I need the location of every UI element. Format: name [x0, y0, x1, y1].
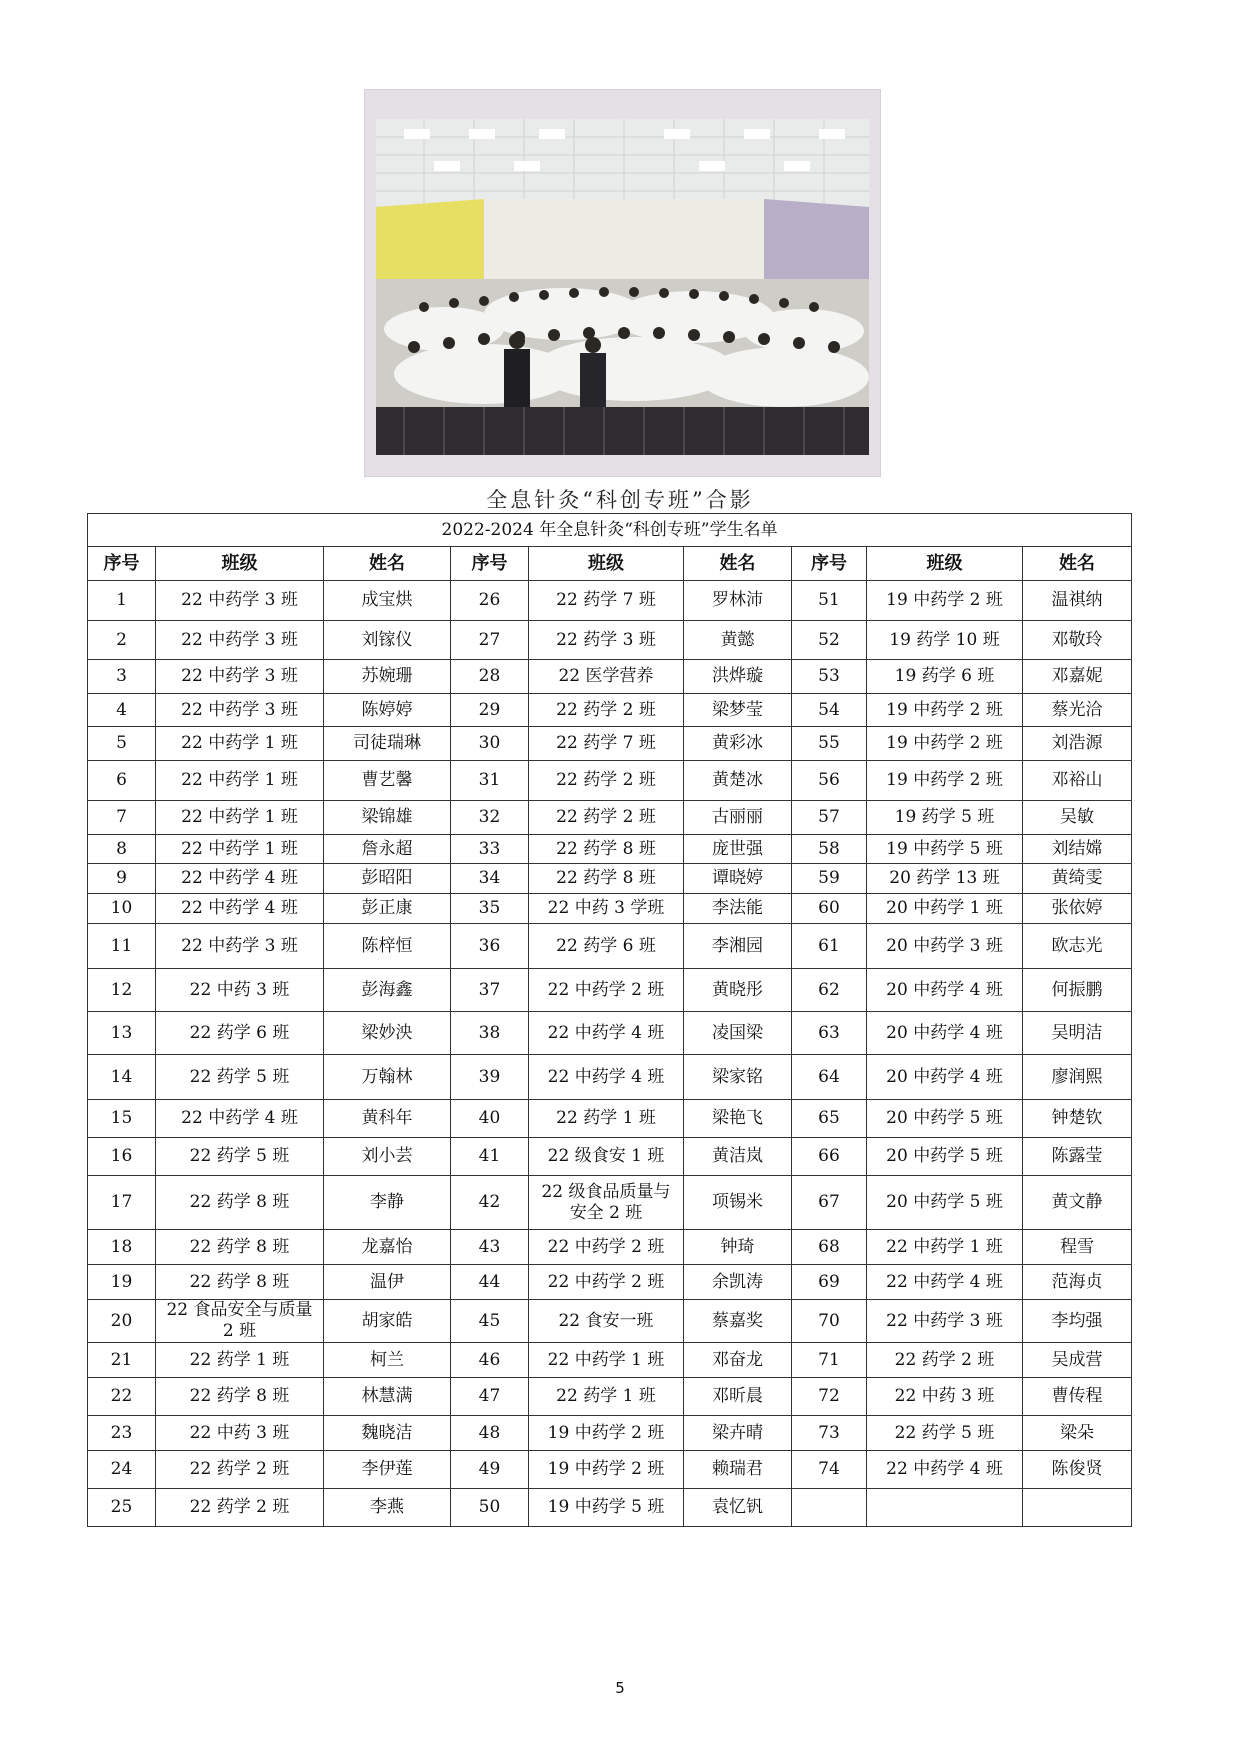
- table-row: [88, 694, 1132, 727]
- table-cell: 12: [88, 969, 156, 1012]
- table-cell: 李法能: [684, 894, 792, 924]
- table-cell: 22 中药 3 班: [156, 969, 324, 1012]
- table-cell: 49: [451, 1451, 529, 1489]
- page-number: 5: [615, 1679, 625, 1697]
- table-cell: 25: [88, 1489, 156, 1527]
- table-cell: 19 中药学 2 班: [867, 761, 1023, 801]
- table-cell: 梁梦莹: [684, 694, 792, 727]
- table-cell: 71: [792, 1343, 867, 1378]
- table-cell: 22 中药学 1 班: [156, 761, 324, 801]
- table-cell: 19 中药学 2 班: [867, 727, 1023, 761]
- table-cell: 谭晓婷: [684, 864, 792, 894]
- table-body: [88, 581, 1132, 1527]
- table-cell: 22 中药学 4 班: [156, 1100, 324, 1138]
- table-cell: 1: [88, 581, 156, 621]
- table-cell: 19 药学 6 班: [867, 660, 1023, 694]
- table-cell: 22 药学 2 班: [867, 1343, 1023, 1378]
- table-cell: 吴敏: [1023, 801, 1132, 835]
- table-cell: 20 中药学 5 班: [867, 1138, 1023, 1176]
- table-cell: 22 中药学 4 班: [867, 1265, 1023, 1300]
- table-cell: 袁忆钒: [684, 1489, 792, 1527]
- table-cell: 梁妙泱: [324, 1012, 451, 1055]
- group-photo: [364, 89, 881, 477]
- table-cell: 17: [88, 1176, 156, 1230]
- table-cell: 53: [792, 660, 867, 694]
- table-cell: 52: [792, 621, 867, 660]
- table-cell: 刘小芸: [324, 1138, 451, 1176]
- table-cell: 廖润熙: [1023, 1055, 1132, 1100]
- table-cell: 欧志光: [1023, 924, 1132, 969]
- table-cell: 詹永超: [324, 835, 451, 864]
- table-cell: 陈婷婷: [324, 694, 451, 727]
- table-row: [88, 894, 1132, 924]
- table-cell: 72: [792, 1378, 867, 1416]
- table-cell: 51: [792, 581, 867, 621]
- table-cell: 张依婷: [1023, 894, 1132, 924]
- table-cell: 20: [88, 1300, 156, 1343]
- table-cell: 刘浩源: [1023, 727, 1132, 761]
- table-cell: 邓奋龙: [684, 1343, 792, 1378]
- table-row: [88, 1265, 1132, 1300]
- table-cell: 柯兰: [324, 1343, 451, 1378]
- table-cell: 43: [451, 1230, 529, 1265]
- table-row: [88, 727, 1132, 761]
- table-row: [88, 581, 1132, 621]
- table-cell: 55: [792, 727, 867, 761]
- table-cell: 古丽丽: [684, 801, 792, 835]
- table-cell: 22 药学 2 班: [529, 761, 684, 801]
- table-cell: 司徒瑞琳: [324, 727, 451, 761]
- table-cell: 62: [792, 969, 867, 1012]
- table-cell: 22 药学 8 班: [529, 835, 684, 864]
- table-cell: 吴明洁: [1023, 1012, 1132, 1055]
- table-cell: 彭昭阳: [324, 864, 451, 894]
- table-cell: 22 药学 1 班: [156, 1343, 324, 1378]
- column-header: 序号: [451, 547, 529, 581]
- table-cell: 63: [792, 1012, 867, 1055]
- table-row: [88, 660, 1132, 694]
- table-cell: 20 中药学 4 班: [867, 1055, 1023, 1100]
- table-cell: 22 药学 2 班: [156, 1489, 324, 1527]
- table-cell: 22 药学 2 班: [529, 801, 684, 835]
- table-cell: 刘镓仪: [324, 621, 451, 660]
- table-cell: 30: [451, 727, 529, 761]
- table-cell: 38: [451, 1012, 529, 1055]
- table-cell: 梁艳飞: [684, 1100, 792, 1138]
- table-cell: 蔡嘉奖: [684, 1300, 792, 1343]
- table-cell: 37: [451, 969, 529, 1012]
- column-header: 姓名: [1023, 547, 1132, 581]
- table-cell: 58: [792, 835, 867, 864]
- table-cell: 36: [451, 924, 529, 969]
- table-cell: 7: [88, 801, 156, 835]
- table-cell: 梁家铭: [684, 1055, 792, 1100]
- table-cell: 黄文静: [1023, 1176, 1132, 1230]
- table-row: [88, 1489, 1132, 1527]
- table-cell: 22 中药学 3 班: [156, 660, 324, 694]
- table-row: [88, 1230, 1132, 1265]
- table-cell: 22 中药学 1 班: [156, 835, 324, 864]
- table-cell: 蔡光洽: [1023, 694, 1132, 727]
- table-cell: 59: [792, 864, 867, 894]
- column-header: 姓名: [324, 547, 451, 581]
- table-cell: 31: [451, 761, 529, 801]
- table-cell: 22 中药学 4 班: [156, 864, 324, 894]
- table-cell: 9: [88, 864, 156, 894]
- table-cell: 22 药学 5 班: [867, 1416, 1023, 1451]
- table-cell: 6: [88, 761, 156, 801]
- table-cell: 李伊莲: [324, 1451, 451, 1489]
- column-header: 班级: [867, 547, 1023, 581]
- table-cell: 邓嘉妮: [1023, 660, 1132, 694]
- table-cell: 22 药学 8 班: [529, 864, 684, 894]
- table-cell: 22 药学 3 班: [529, 621, 684, 660]
- table-cell: 22 中药学 2 班: [529, 1230, 684, 1265]
- table-cell: 黄绮雯: [1023, 864, 1132, 894]
- table-cell: 曹传程: [1023, 1378, 1132, 1416]
- table-cell: 19 中药学 2 班: [529, 1451, 684, 1489]
- table-cell: 8: [88, 835, 156, 864]
- table-cell: 22 中药 3 班: [156, 1416, 324, 1451]
- table-cell: 41: [451, 1138, 529, 1176]
- table-cell: 42: [451, 1176, 529, 1230]
- table-cell: 23: [88, 1416, 156, 1451]
- table-cell: 19 中药学 2 班: [867, 694, 1023, 727]
- table-cell: 洪烨璇: [684, 660, 792, 694]
- table-row: [88, 1100, 1132, 1138]
- table-cell: [1023, 1489, 1132, 1527]
- table-row: [88, 1416, 1132, 1451]
- table-title-row: [88, 514, 1132, 547]
- table-cell: 22 中药学 4 班: [529, 1055, 684, 1100]
- table-cell: 47: [451, 1378, 529, 1416]
- column-header: 姓名: [684, 547, 792, 581]
- table-cell: 74: [792, 1451, 867, 1489]
- table-cell: 黄懿: [684, 621, 792, 660]
- table-cell: 项锡米: [684, 1176, 792, 1230]
- group-photo-illustration: [364, 89, 881, 477]
- table-cell: 44: [451, 1265, 529, 1300]
- table-cell: 22 药学 5 班: [156, 1138, 324, 1176]
- table-cell: 22 中药学 1 班: [529, 1343, 684, 1378]
- table-cell: 22 药学 2 班: [156, 1451, 324, 1489]
- table-row: [88, 1138, 1132, 1176]
- table-cell: 13: [88, 1012, 156, 1055]
- table-cell: 22 药学 1 班: [529, 1100, 684, 1138]
- table-cell: 22 药学 7 班: [529, 581, 684, 621]
- table-cell: 黄彩冰: [684, 727, 792, 761]
- table-cell: 22 药学 5 班: [156, 1055, 324, 1100]
- table-row: [88, 864, 1132, 894]
- table-cell: 22 药学 6 班: [529, 924, 684, 969]
- table-cell: 22 药学 8 班: [156, 1265, 324, 1300]
- table-cell: 22 中药学 2 班: [529, 1265, 684, 1300]
- table-cell: 29: [451, 694, 529, 727]
- table-cell: 赖瑞君: [684, 1451, 792, 1489]
- table-cell: 34: [451, 864, 529, 894]
- table-cell: 钟楚钦: [1023, 1100, 1132, 1138]
- table-cell: 64: [792, 1055, 867, 1100]
- table-cell: 22 中药学 1 班: [156, 727, 324, 761]
- table-cell: 范海贞: [1023, 1265, 1132, 1300]
- table-cell: 19 中药学 2 班: [529, 1416, 684, 1451]
- table-cell: 19 中药学 2 班: [867, 581, 1023, 621]
- table-cell: 39: [451, 1055, 529, 1100]
- table-cell: 梁锦雄: [324, 801, 451, 835]
- table-cell: 黄楚冰: [684, 761, 792, 801]
- table-cell: 20 中药学 4 班: [867, 969, 1023, 1012]
- table-cell: 温祺纳: [1023, 581, 1132, 621]
- table-cell: 22 中药 3 学班: [529, 894, 684, 924]
- table-cell: 26: [451, 581, 529, 621]
- table-cell: 46: [451, 1343, 529, 1378]
- table-cell: 庞世强: [684, 835, 792, 864]
- table-row: [88, 835, 1132, 864]
- table-cell: 梁卉晴: [684, 1416, 792, 1451]
- table-cell: 22 药学 8 班: [156, 1230, 324, 1265]
- table-cell: 48: [451, 1416, 529, 1451]
- photo-caption: 全息针灸“科创专班”合影: [486, 488, 754, 512]
- table-row: [88, 1012, 1132, 1055]
- table-cell: 4: [88, 694, 156, 727]
- table-cell: 李均强: [1023, 1300, 1132, 1343]
- table-title: 2022-2024 年全息针灸“科创专班”学生名单: [88, 514, 1132, 547]
- table-cell: 22 中药学 3 班: [156, 694, 324, 727]
- table-cell: 19 中药学 5 班: [867, 835, 1023, 864]
- table-row: [88, 801, 1132, 835]
- table-cell: 22 药学 8 班: [156, 1176, 324, 1230]
- table-cell: 程雪: [1023, 1230, 1132, 1265]
- table-cell: 罗林沛: [684, 581, 792, 621]
- column-header: 班级: [529, 547, 684, 581]
- table-cell: 73: [792, 1416, 867, 1451]
- table-row: [88, 969, 1132, 1012]
- table-cell: 66: [792, 1138, 867, 1176]
- table-header-row: [88, 547, 1132, 581]
- table-cell: 陈露莹: [1023, 1138, 1132, 1176]
- table-cell: 67: [792, 1176, 867, 1230]
- table-cell: 19 中药学 5 班: [529, 1489, 684, 1527]
- table-row: [88, 621, 1132, 660]
- table-cell: 20 药学 13 班: [867, 864, 1023, 894]
- table-cell: 40: [451, 1100, 529, 1138]
- table-cell: 22 中药学 2 班: [529, 969, 684, 1012]
- table-cell: 曹艺馨: [324, 761, 451, 801]
- student-roster-table: [87, 513, 1132, 1527]
- table-cell: 56: [792, 761, 867, 801]
- column-header: 序号: [88, 547, 156, 581]
- table-cell: 20 中药学 3 班: [867, 924, 1023, 969]
- table-cell: 龙嘉怡: [324, 1230, 451, 1265]
- table-cell: 22 食安一班: [529, 1300, 684, 1343]
- table-cell: 邓昕晨: [684, 1378, 792, 1416]
- table-cell: 22 中药学 1 班: [867, 1230, 1023, 1265]
- table-cell: 20 中药学 5 班: [867, 1176, 1023, 1230]
- table-cell: 70: [792, 1300, 867, 1343]
- table-cell: 梁朵: [1023, 1416, 1132, 1451]
- table-cell: 35: [451, 894, 529, 924]
- table-cell: 陈梓恒: [324, 924, 451, 969]
- table-cell: 2: [88, 621, 156, 660]
- table-cell: 温伊: [324, 1265, 451, 1300]
- table-cell: 28: [451, 660, 529, 694]
- table-cell: 彭海鑫: [324, 969, 451, 1012]
- table-cell: 14: [88, 1055, 156, 1100]
- table-cell: 刘结嫦: [1023, 835, 1132, 864]
- table-cell: 18: [88, 1230, 156, 1265]
- table-cell: 何振鹏: [1023, 969, 1132, 1012]
- table-cell: 22 中药学 1 班: [156, 801, 324, 835]
- table-row: [88, 1300, 1132, 1343]
- table-cell: 李燕: [324, 1489, 451, 1527]
- table-cell: 19 药学 10 班: [867, 621, 1023, 660]
- table-cell: 5: [88, 727, 156, 761]
- table-cell: 凌国梁: [684, 1012, 792, 1055]
- table-cell: 22 中药学 3 班: [156, 581, 324, 621]
- table-cell: 22 食品安全与质量 2 班: [156, 1300, 324, 1343]
- table-cell: 吴成营: [1023, 1343, 1132, 1378]
- table-cell: [867, 1489, 1023, 1527]
- table-cell: 20 中药学 4 班: [867, 1012, 1023, 1055]
- table-cell: 邓敬玲: [1023, 621, 1132, 660]
- table-cell: 21: [88, 1343, 156, 1378]
- table-cell: 黄晓彤: [684, 969, 792, 1012]
- table-cell: 60: [792, 894, 867, 924]
- column-header: 班级: [156, 547, 324, 581]
- table-cell: 苏婉珊: [324, 660, 451, 694]
- table-row: [88, 924, 1132, 969]
- table-cell: 胡家皓: [324, 1300, 451, 1343]
- table-cell: 李湘园: [684, 924, 792, 969]
- table-cell: 19 药学 5 班: [867, 801, 1023, 835]
- table-row: [88, 1343, 1132, 1378]
- table-cell: 邓裕山: [1023, 761, 1132, 801]
- table-cell: 魏晓洁: [324, 1416, 451, 1451]
- table-cell: 20 中药学 5 班: [867, 1100, 1023, 1138]
- table-row: [88, 1451, 1132, 1489]
- table-cell: 3: [88, 660, 156, 694]
- table-cell: 69: [792, 1265, 867, 1300]
- table-cell: 65: [792, 1100, 867, 1138]
- table-row: [88, 761, 1132, 801]
- table-row: [88, 1055, 1132, 1100]
- table-cell: 16: [88, 1138, 156, 1176]
- table-cell: 李静: [324, 1176, 451, 1230]
- table-cell: 22 中药学 4 班: [867, 1451, 1023, 1489]
- table-cell: 22 药学 7 班: [529, 727, 684, 761]
- table-cell: 成宝烘: [324, 581, 451, 621]
- table-cell: 22 中药学 4 班: [529, 1012, 684, 1055]
- table-row: [88, 1378, 1132, 1416]
- table-cell: 彭正康: [324, 894, 451, 924]
- table-cell: 33: [451, 835, 529, 864]
- table-row: [88, 1176, 1132, 1230]
- table-cell: 20 中药学 1 班: [867, 894, 1023, 924]
- table-cell: 林慧满: [324, 1378, 451, 1416]
- table-cell: 22 中药学 4 班: [156, 894, 324, 924]
- table-cell: 54: [792, 694, 867, 727]
- column-header: 序号: [792, 547, 867, 581]
- table-cell: 22 药学 6 班: [156, 1012, 324, 1055]
- table-cell: 50: [451, 1489, 529, 1527]
- table-cell: 32: [451, 801, 529, 835]
- table-cell: 61: [792, 924, 867, 969]
- table-cell: 陈俊贤: [1023, 1451, 1132, 1489]
- table-cell: 68: [792, 1230, 867, 1265]
- table-cell: 19: [88, 1265, 156, 1300]
- table-cell: 22 医学营养: [529, 660, 684, 694]
- table-cell: 15: [88, 1100, 156, 1138]
- table-cell: 22 中药学 3 班: [156, 924, 324, 969]
- table-cell: [792, 1489, 867, 1527]
- table-cell: 万翰林: [324, 1055, 451, 1100]
- table-cell: 22 级食安 1 班: [529, 1138, 684, 1176]
- table-cell: 57: [792, 801, 867, 835]
- table-cell: 22 中药学 3 班: [867, 1300, 1023, 1343]
- table-cell: 22 中药 3 班: [867, 1378, 1023, 1416]
- table-cell: 22 药学 8 班: [156, 1378, 324, 1416]
- table-cell: 黄科年: [324, 1100, 451, 1138]
- table-cell: 22 中药学 3 班: [156, 621, 324, 660]
- table-cell: 黄洁岚: [684, 1138, 792, 1176]
- table-cell: 22 级食品质量与安全 2 班: [529, 1176, 684, 1230]
- table-cell: 24: [88, 1451, 156, 1489]
- table-cell: 钟琦: [684, 1230, 792, 1265]
- table-cell: 45: [451, 1300, 529, 1343]
- table-cell: 22 药学 2 班: [529, 694, 684, 727]
- table-cell: 11: [88, 924, 156, 969]
- table-cell: 10: [88, 894, 156, 924]
- table-cell: 27: [451, 621, 529, 660]
- table-cell: 22: [88, 1378, 156, 1416]
- table-cell: 22 药学 1 班: [529, 1378, 684, 1416]
- table-cell: 余凯涛: [684, 1265, 792, 1300]
